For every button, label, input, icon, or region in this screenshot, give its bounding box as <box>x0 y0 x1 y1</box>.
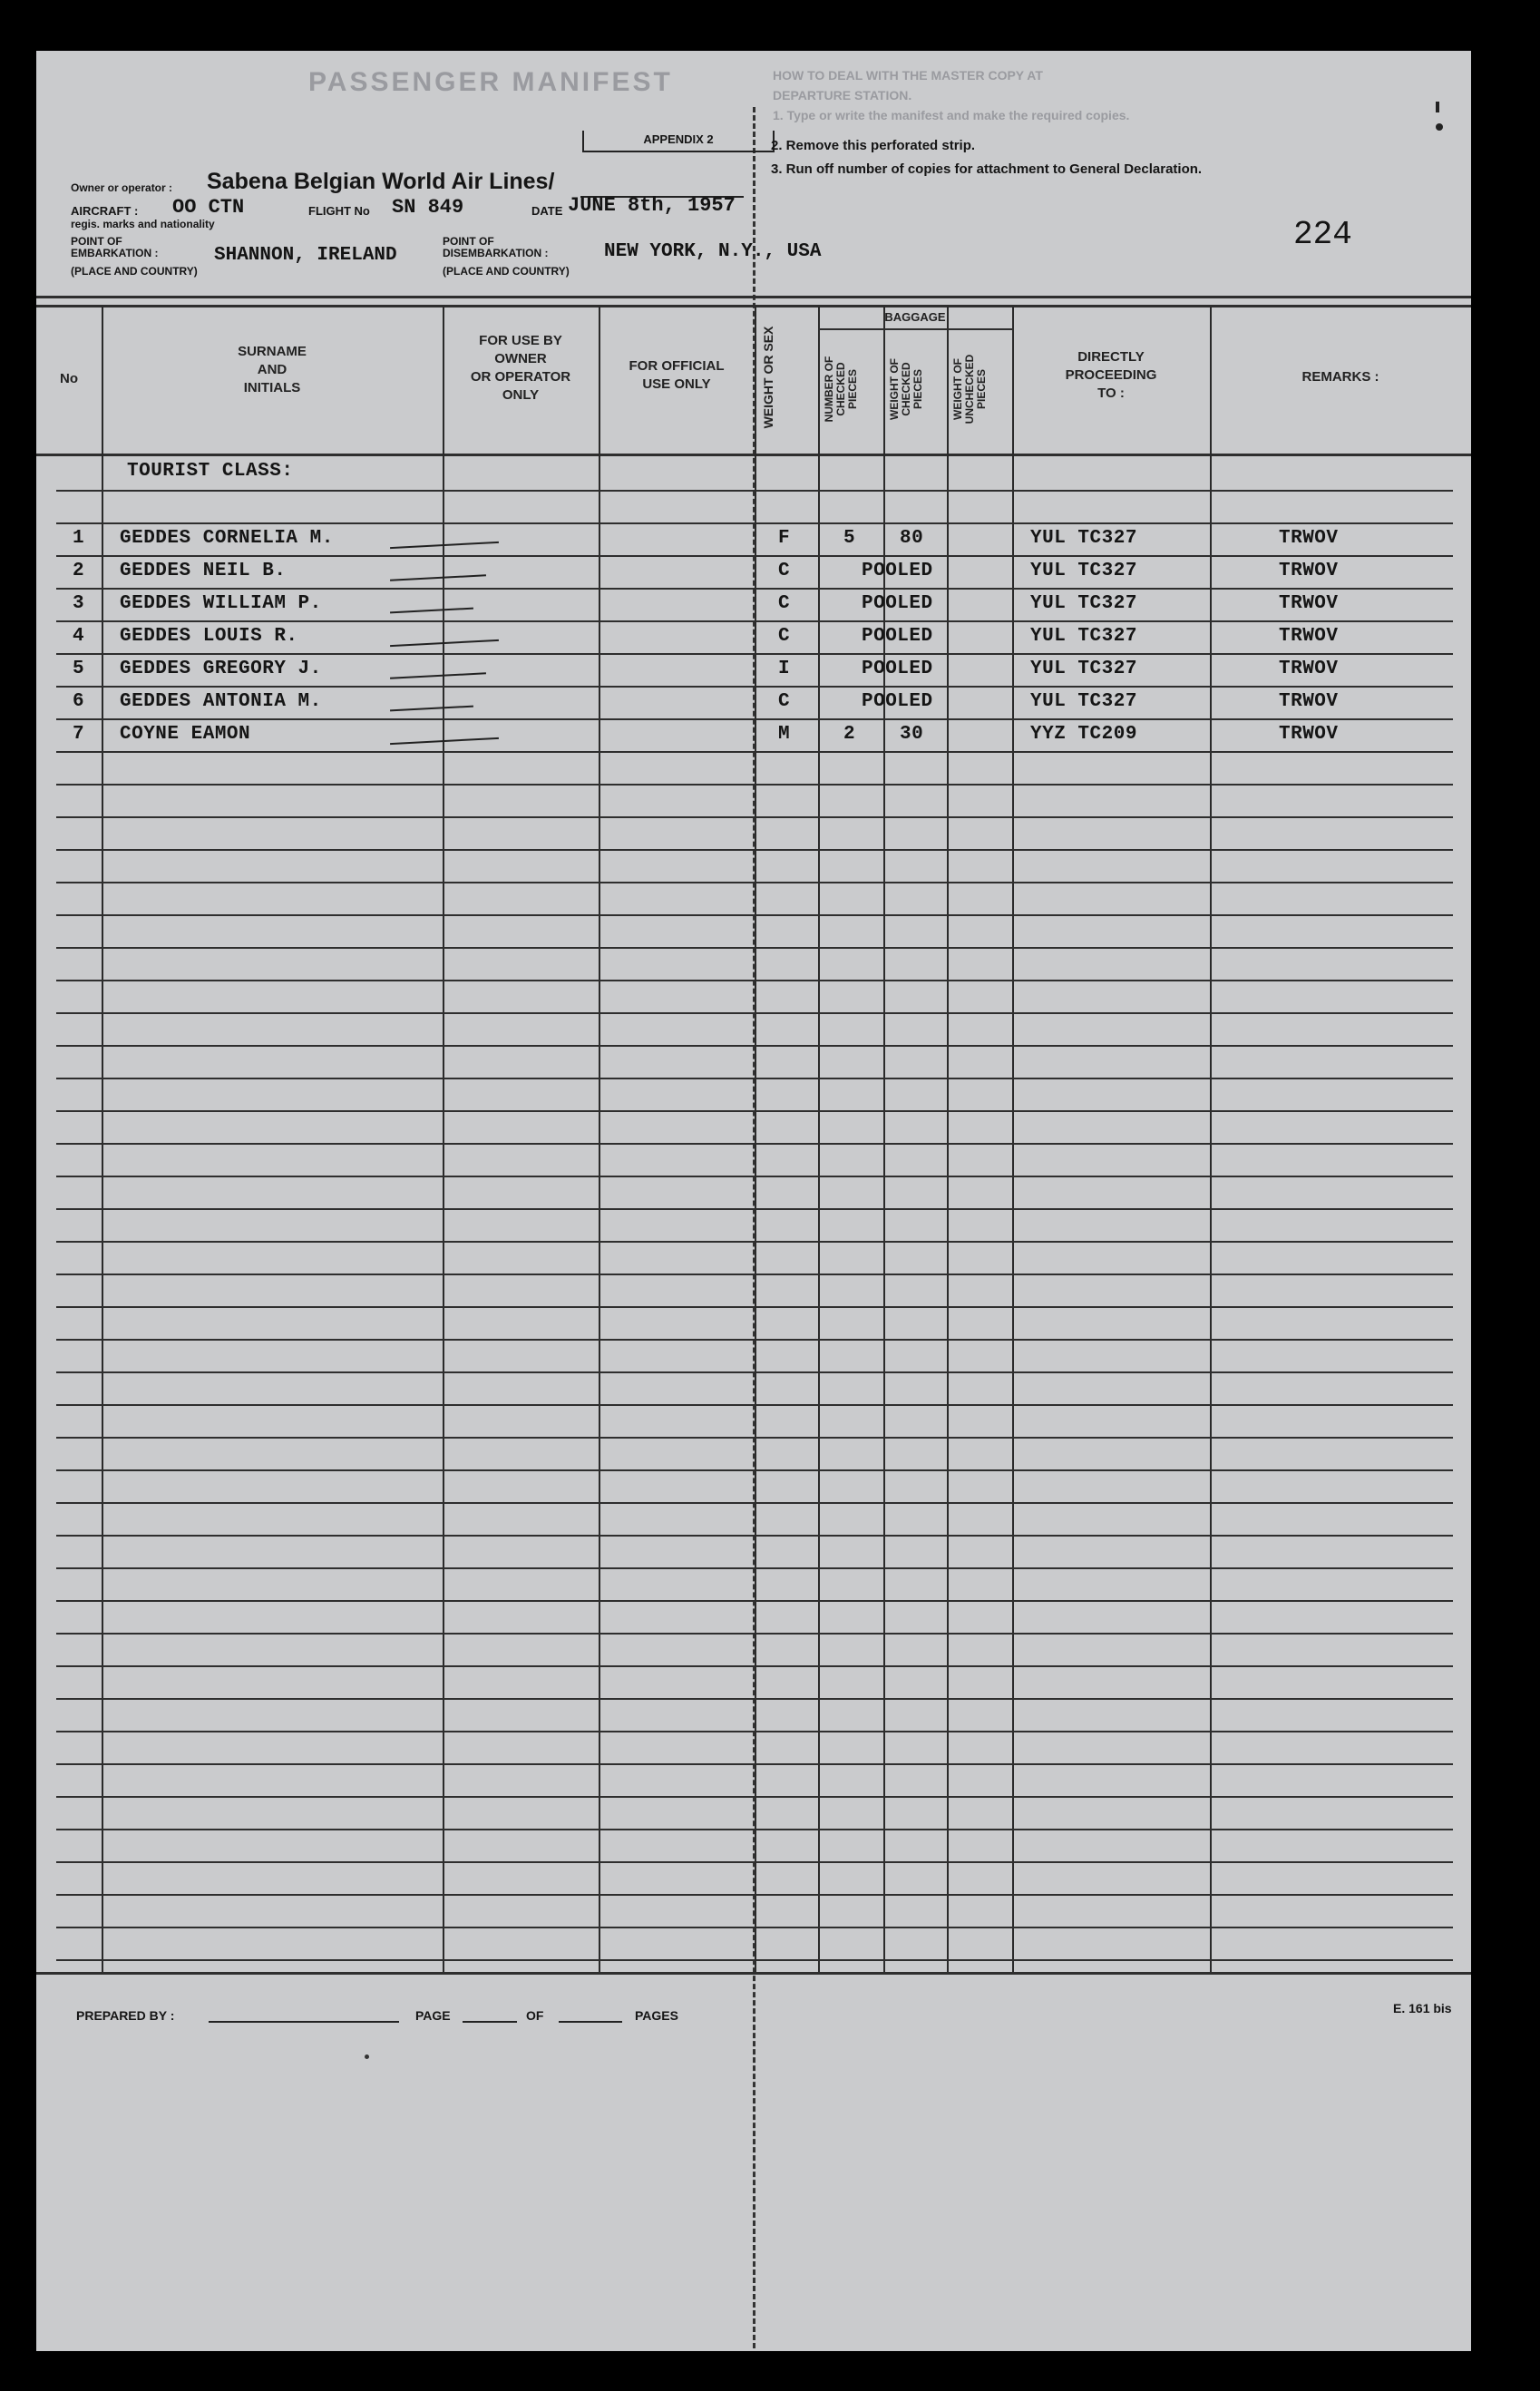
aircraft-value: OO CTN <box>172 196 245 219</box>
col-proceeding <box>1012 348 1210 403</box>
col-checked-weight <box>889 336 924 443</box>
passenger-sex: M <box>778 724 791 745</box>
ruled-line <box>56 816 1453 818</box>
ruled-line <box>56 490 1453 492</box>
row-number: 6 <box>73 691 85 712</box>
passenger-sex: I <box>778 659 791 679</box>
col-remarks: REMARKS : <box>1301 369 1379 385</box>
footer-rule <box>36 1972 1471 1975</box>
checked-pieces: 5 <box>843 528 856 549</box>
ruled-line <box>56 1110 1453 1112</box>
ruled-line <box>56 1208 1453 1210</box>
faded-title: PASSENGER MANIFEST <box>308 67 673 97</box>
col-official-use-line: FOR OFFICIAL <box>629 358 725 374</box>
disembark-label: POINT OF DISEMBARKATION : <box>443 235 549 259</box>
instruction-2: 2. Remove this perforated strip. <box>771 138 976 153</box>
ink-speck <box>1436 102 1439 112</box>
header-rule <box>36 305 1471 307</box>
checked-weight: POOLED <box>862 561 933 581</box>
owner-value: Sabena Belgian World Air Lines/ <box>207 169 555 194</box>
col-unchecked-weight <box>952 336 988 443</box>
ink-speck <box>1436 123 1443 131</box>
checked-weight: 30 <box>900 724 924 745</box>
checked-pieces: 2 <box>843 724 856 745</box>
aircraft-sub: regis. marks and nationality <box>71 218 215 230</box>
ruled-line <box>56 784 1453 786</box>
flight-label: FLIGHT No <box>308 204 370 218</box>
faded-instruction-line: DEPARTURE STATION. <box>773 88 912 102</box>
ruled-line <box>56 1274 1453 1275</box>
col-proceeding-line: PROCEEDING <box>1065 367 1157 383</box>
of-label: OF <box>526 2008 544 2023</box>
ruled-line <box>56 1633 1453 1635</box>
pen-mark <box>390 737 499 745</box>
passenger-name: GEDDES LOUIS R. <box>120 626 298 647</box>
date-label: DATE <box>531 204 563 218</box>
col-unchecked-weight-line: PIECES <box>975 369 988 410</box>
row-number: 2 <box>73 561 85 581</box>
col-surname-line: SURNAME <box>238 344 307 359</box>
destination: YUL TC327 <box>1030 691 1137 712</box>
page-underline <box>463 2021 517 2023</box>
destination: YUL TC327 <box>1030 593 1137 614</box>
col-checked-pieces-line: PIECES <box>846 369 859 410</box>
ruled-line <box>56 1731 1453 1732</box>
passenger-name: GEDDES CORNELIA M. <box>120 528 334 549</box>
passenger-name: GEDDES GREGORY J. <box>120 659 322 679</box>
ruled-line <box>56 1241 1453 1243</box>
ruled-line <box>56 980 1453 981</box>
col-checked-weight-line: WEIGHT OF <box>888 358 901 420</box>
remarks: TRWOV <box>1279 593 1339 614</box>
col-owner-use-line: FOR USE BY <box>479 333 562 348</box>
ruled-line <box>56 686 1453 688</box>
ruled-line <box>56 1665 1453 1667</box>
ruled-line <box>56 1829 1453 1830</box>
destination: YUL TC327 <box>1030 528 1137 549</box>
disembark-value: NEW YORK, N.Y., USA <box>604 241 822 262</box>
checked-weight: POOLED <box>862 691 933 712</box>
ruled-line <box>56 914 1453 916</box>
col-official-use-line: USE ONLY <box>642 376 711 392</box>
checked-weight: POOLED <box>862 659 933 679</box>
destination: YUL TC327 <box>1030 626 1137 647</box>
ruled-line <box>56 882 1453 883</box>
ruled-line <box>56 1012 1453 1014</box>
ruled-line <box>56 588 1453 590</box>
col-surname-line: INITIALS <box>243 380 301 395</box>
faded-instruction-line: HOW TO DEAL WITH THE MASTER COPY AT <box>773 68 1043 83</box>
destination: YUL TC327 <box>1030 659 1137 679</box>
remarks: TRWOV <box>1279 626 1339 647</box>
ruled-line <box>56 1176 1453 1177</box>
page-label: PAGE <box>415 2008 451 2023</box>
checked-weight: POOLED <box>862 593 933 614</box>
col-surname-line: AND <box>257 362 288 377</box>
ruled-line <box>56 947 1453 949</box>
passenger-sex: C <box>778 561 791 581</box>
col-checked-weight-line: CHECKED <box>900 362 912 416</box>
ruled-line <box>56 555 1453 557</box>
ruled-line <box>56 1437 1453 1439</box>
ruled-line <box>56 751 1453 753</box>
ruled-line <box>56 1861 1453 1863</box>
col-owner-use-line: OWNER <box>494 351 547 366</box>
checked-weight: 80 <box>900 528 924 549</box>
disembark-sub: (PLACE AND COUNTRY) <box>443 265 570 278</box>
ruled-line <box>56 1567 1453 1569</box>
embark-sub: (PLACE AND COUNTRY) <box>71 265 198 278</box>
appendix-label: APPENDIX 2 <box>582 131 775 152</box>
pen-mark <box>390 542 499 549</box>
ruled-line <box>56 1927 1453 1928</box>
faded-instructions <box>773 65 1129 125</box>
row-number: 1 <box>73 528 85 549</box>
passenger-name: COYNE EAMON <box>120 724 251 745</box>
ruled-line <box>56 1894 1453 1896</box>
col-no: No <box>60 371 78 386</box>
col-official-use <box>599 357 755 394</box>
instruction-3: 3. Run off number of copies for attachment to General Declaration. <box>771 161 1203 177</box>
col-proceeding-line: TO : <box>1097 385 1125 401</box>
column-header-rule <box>36 454 1471 456</box>
col-owner-use <box>443 332 599 405</box>
row-number: 3 <box>73 593 85 614</box>
passenger-sex: C <box>778 691 791 712</box>
remarks: TRWOV <box>1279 528 1339 549</box>
ruled-line <box>56 1339 1453 1341</box>
ruled-line <box>56 1306 1453 1308</box>
ruled-line <box>56 1404 1453 1406</box>
col-unchecked-weight-line: UNCHECKED <box>963 354 976 425</box>
pen-mark <box>390 574 486 581</box>
ruled-line <box>56 1045 1453 1047</box>
passenger-name: GEDDES ANTONIA M. <box>120 691 322 712</box>
row-number: 4 <box>73 626 85 647</box>
faded-instruction-line: 1. Type or write the manifest and make the required copies. <box>773 108 1130 122</box>
header-rule <box>36 296 1471 298</box>
passenger-sex: C <box>778 593 791 614</box>
owner-label: Owner or operator : <box>71 181 173 194</box>
embark-label: POINT OF EMBARKATION : <box>71 235 159 259</box>
ruled-line <box>56 849 1453 851</box>
baggage-rule <box>818 328 1014 330</box>
passenger-sex: C <box>778 626 791 647</box>
ruled-line <box>56 718 1453 720</box>
col-surname <box>102 343 443 397</box>
destination: YYZ TC209 <box>1030 724 1137 745</box>
ruled-line <box>56 1143 1453 1145</box>
ink-speck <box>365 2054 369 2059</box>
col-checked-pieces <box>824 336 859 443</box>
ruled-line <box>56 1600 1453 1602</box>
ruled-line <box>56 1698 1453 1700</box>
ruled-line <box>56 522 1453 524</box>
prepared-by-underline <box>209 2021 399 2023</box>
pages-label: PAGES <box>635 2008 678 2023</box>
passenger-name: GEDDES WILLIAM P. <box>120 593 322 614</box>
of-underline <box>559 2021 622 2023</box>
checked-weight: POOLED <box>862 626 933 647</box>
ruled-line <box>56 1796 1453 1798</box>
embark-value: SHANNON, IRELAND <box>214 245 397 266</box>
remarks: TRWOV <box>1279 561 1339 581</box>
ruled-line <box>56 653 1453 655</box>
ruled-line <box>56 1763 1453 1765</box>
col-owner-use-line: ONLY <box>502 387 540 403</box>
form-code: E. 161 bis <box>1393 2001 1452 2015</box>
col-checked-weight-line: PIECES <box>911 369 924 410</box>
ruled-line <box>56 1535 1453 1537</box>
row-number: 5 <box>73 659 85 679</box>
ruled-line <box>56 1078 1453 1079</box>
passenger-name: GEDDES NEIL B. <box>120 561 287 581</box>
col-proceeding-line: DIRECTLY <box>1077 349 1145 365</box>
destination: YUL TC327 <box>1030 561 1137 581</box>
page-number: 224 <box>1293 216 1352 253</box>
ruled-line <box>56 1469 1453 1471</box>
ruled-line <box>56 1959 1453 1961</box>
pen-mark <box>390 639 499 647</box>
section-label: TOURIST CLASS: <box>127 461 294 482</box>
col-checked-pieces-line: NUMBER OF <box>823 356 835 423</box>
flight-value: SN 849 <box>392 196 464 219</box>
col-owner-use-line: OR OPERATOR <box>470 369 571 385</box>
pen-mark <box>390 672 486 679</box>
row-number: 7 <box>73 724 85 745</box>
prepared-by-label: PREPARED BY : <box>76 2008 175 2023</box>
ruled-line <box>56 620 1453 622</box>
col-unchecked-weight-line: WEIGHT OF <box>951 358 964 420</box>
passenger-sex: F <box>778 528 791 549</box>
remarks: TRWOV <box>1279 659 1339 679</box>
ruled-line <box>56 1502 1453 1504</box>
remarks: TRWOV <box>1279 691 1339 712</box>
manifest-sheet <box>36 51 1471 2351</box>
pen-mark <box>390 706 473 712</box>
ruled-line <box>56 1371 1453 1373</box>
col-checked-pieces-line: CHECKED <box>834 362 847 416</box>
pen-mark <box>390 608 473 614</box>
col-baggage: BAGGAGE <box>884 310 946 324</box>
aircraft-label: AIRCRAFT : <box>71 204 139 218</box>
date-value: JUNE 8th, 1957 <box>568 194 736 217</box>
remarks: TRWOV <box>1279 724 1339 745</box>
col-weight-sex: WEIGHT OR SEX <box>761 326 775 429</box>
